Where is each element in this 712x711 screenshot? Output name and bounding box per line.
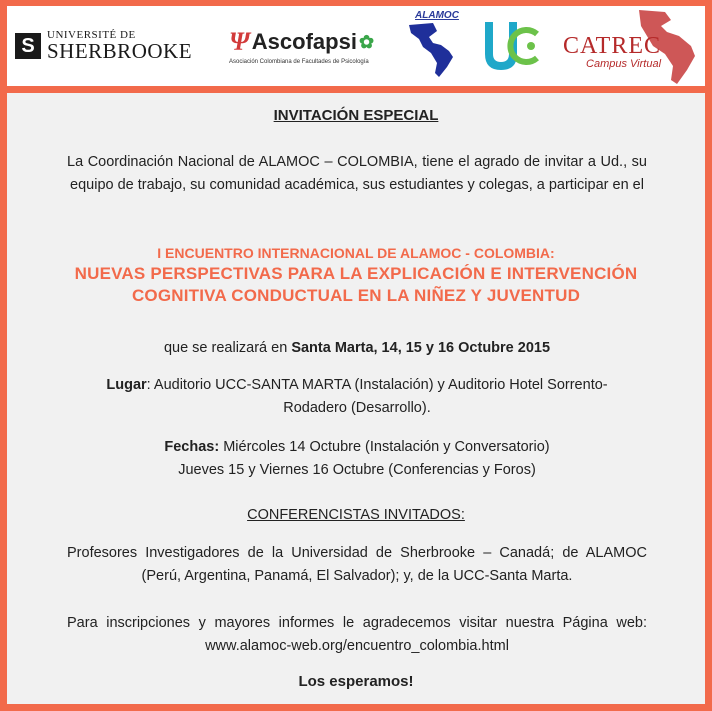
- speakers-paragraph: Profesores Investigadores de la Universidad de Sherbrooke – Canadá; de ALAMOC (Perú, Argentina, Panamá, El Salvador); y, de la UCC-Santa Marta.: [67, 545, 647, 584]
- intro-paragraph: La Coordinación Nacional de ALAMOC – COLOMBIA, tiene el agrado de invitar a Ud., su equipo de trabajo, su comunidad académica, sus estudiantes y colegas, a participar en el: [67, 154, 647, 193]
- event-title: [7, 243, 705, 307]
- logo-bar: [7, 6, 705, 86]
- alamoc-logo: [403, 6, 471, 90]
- closing-text: Los esperamos!: [298, 673, 414, 690]
- sherbrooke-line2: SHERBROOKE: [47, 39, 193, 63]
- when-value: Santa Marta, 14, 15 y 16 Octubre 2015: [291, 340, 551, 356]
- when-prefix: que se realizará en: [163, 340, 292, 356]
- event-title-line2: NUEVAS PERSPECTIVAS PARA LA EXPLICACIÓN E INTERVENCIÓN: [74, 264, 638, 283]
- ascofapsi-name: Ascofapsi: [251, 29, 357, 54]
- invitation-title: INVITACIÓN ESPECIAL: [273, 107, 439, 124]
- sherbrooke-mark-icon: S: [15, 33, 41, 59]
- ucc-logo-icon: [479, 14, 543, 78]
- ascofapsi-subtitle: Asociación Colombiana de Facultades de Psicología: [229, 59, 369, 65]
- dates-line2: Jueves 15 y Viernes 16 Octubre (Conferencias y Foros): [178, 462, 536, 478]
- event-place: [97, 374, 617, 420]
- event-when: [67, 337, 647, 360]
- invitation-panel: [7, 93, 705, 704]
- ascofapsi-logo: [229, 6, 374, 86]
- catrec-subtitle: Campus Virtual: [586, 58, 662, 70]
- leaf-icon: ✿: [358, 31, 375, 52]
- speakers-title: CONFERENCISTAS INVITADOS:: [247, 507, 465, 523]
- ucc-logo: [479, 6, 543, 86]
- event-title-line3: COGNITIVA CONDUCTUAL EN LA NIÑEZ Y JUVENTUD: [131, 286, 581, 305]
- place-text: : Auditorio UCC-SANTA MARTA (Instalación) y Auditorio Hotel Sorrento- Rodadero (Desarrollo).: [146, 377, 608, 416]
- catrec-logo: [555, 6, 705, 86]
- catrec-name: CATREC: [563, 33, 662, 59]
- dates-line1: Miércoles 14 Octubre (Instalación y Conversatorio): [219, 439, 550, 455]
- americas-map-icon: [403, 21, 471, 79]
- event-title-line1: I ENCUENTRO INTERNACIONAL DE ALAMOC - COLOMBIA:: [157, 245, 555, 261]
- event-dates: [67, 436, 647, 482]
- sherbrooke-line1: UNIVERSITÉ DE: [47, 29, 136, 41]
- psi-icon: Ψ: [229, 27, 250, 56]
- alamoc-label: ALAMOC: [415, 10, 459, 21]
- registration-paragraph: Para inscripciones y mayores informes le agradecemos visitar nuestra Página web: www.alamoc-web.org/encuentro_colombia.html: [67, 615, 647, 654]
- sherbrooke-logo: [15, 6, 192, 86]
- dates-label: Fechas:: [164, 439, 220, 455]
- place-label: Lugar: [106, 377, 147, 393]
